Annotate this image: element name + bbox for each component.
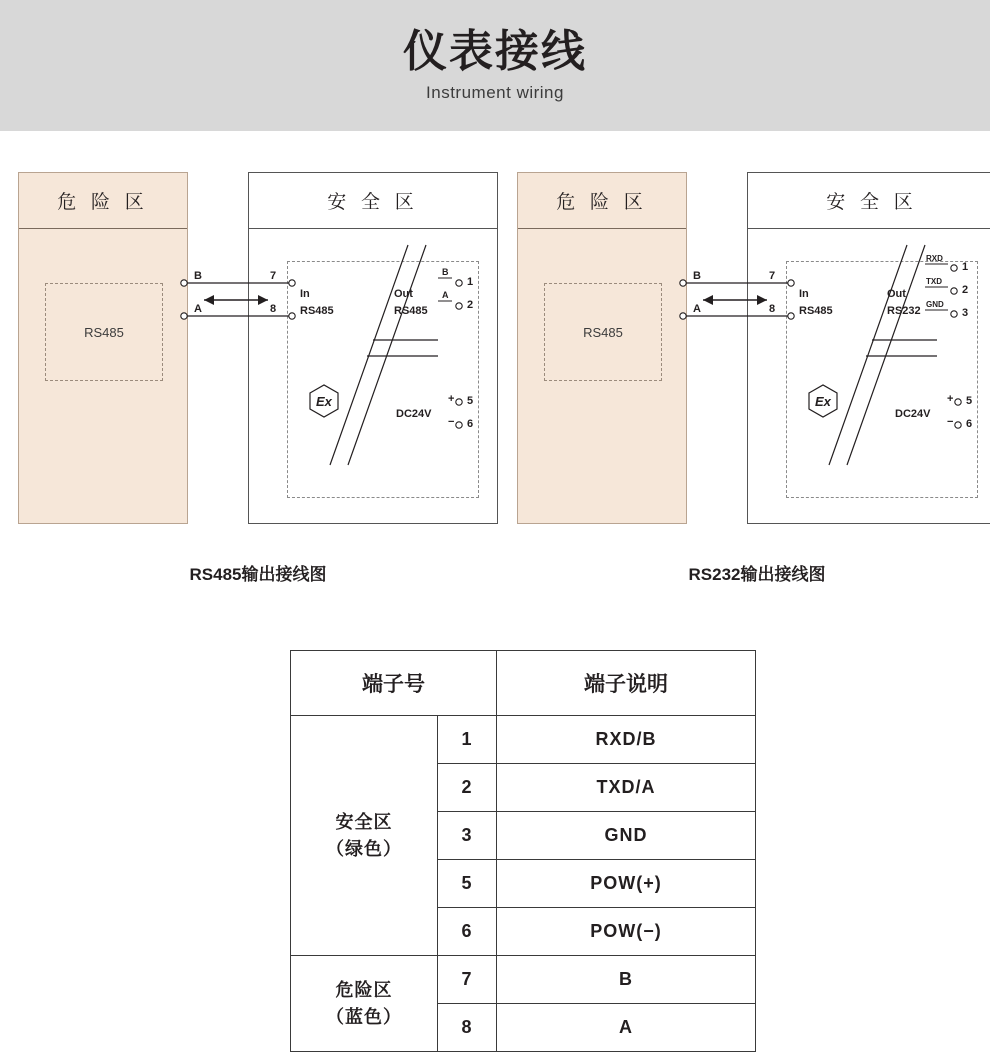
power-terminal-name-plus: + (947, 393, 954, 405)
out-label: Out (394, 288, 413, 300)
diagram-lines-rs485 (18, 150, 498, 535)
group-safe-area-line2: （绿色） (326, 838, 402, 859)
terminal-desc: A (497, 1004, 756, 1052)
out-terminal-name-b: B (442, 267, 449, 277)
group-hazardous-area (291, 956, 438, 1052)
terminal-num: 3 (438, 812, 497, 860)
page-title: 仪表接线 (403, 27, 587, 77)
out-terminal-num-2: 2 (962, 284, 969, 296)
terminal-num: 7 (438, 956, 497, 1004)
table-row (291, 956, 756, 1004)
safe-area-label: 安 全 区 (748, 173, 990, 229)
hazard-terminal-name-a: A (194, 303, 202, 315)
terminal-table (290, 650, 756, 1052)
hazard-terminal-name-a: A (693, 303, 701, 315)
out-terminal-name-gnd: GND (926, 300, 944, 309)
safe-terminal-num-7: 7 (270, 270, 277, 282)
out-terminal-num-3: 3 (962, 307, 969, 319)
out-bus-label: RS485 (394, 305, 428, 317)
out-terminal-num-1: 1 (962, 261, 969, 273)
power-terminal-num-5: 5 (966, 395, 973, 407)
safe-terminal-num-8: 8 (769, 303, 776, 315)
terminal-num: 2 (438, 764, 497, 812)
out-terminal-name-txd: TXD (926, 277, 942, 286)
power-terminal-num-6: 6 (467, 418, 474, 430)
in-bus-label: RS485 (300, 305, 334, 317)
hazardous-device-box: RS485 (45, 283, 163, 381)
out-terminal-num-2: 2 (467, 299, 474, 311)
terminal-num: 1 (438, 716, 497, 764)
power-terminal-num-6: 6 (966, 418, 973, 430)
table-header-row (291, 651, 756, 716)
power-terminal-num-5: 5 (467, 395, 474, 407)
out-label: Out (887, 288, 906, 300)
in-bus-label: RS485 (799, 305, 833, 317)
terminal-desc: POW(+) (497, 860, 756, 908)
hazardous-device-box: RS485 (544, 283, 662, 381)
terminal-desc: RXD/B (497, 716, 756, 764)
ex-symbol-icon: Ex (316, 394, 332, 409)
terminal-desc: GND (497, 812, 756, 860)
terminal-num: 8 (438, 1004, 497, 1052)
in-label: In (799, 288, 809, 300)
safe-terminal-num-7: 7 (769, 270, 776, 282)
in-label: In (300, 288, 310, 300)
power-terminal-name-minus: − (448, 416, 455, 428)
caption-rs232: RS232输出接线图 (688, 565, 826, 584)
hazard-terminal-name-b: B (693, 270, 701, 282)
page-header-banner (0, 0, 990, 131)
group-safe-area (291, 716, 438, 956)
group-hazardous-area-line2: （蓝色） (326, 1006, 402, 1027)
ex-symbol-icon: Ex (815, 394, 831, 409)
safe-terminal-num-8: 8 (270, 303, 277, 315)
power-terminal-name-plus: + (448, 393, 455, 405)
safe-area-label: 安 全 区 (249, 173, 497, 229)
header-terminal-number: 端子号 (291, 651, 497, 716)
diagram-rs232 (517, 150, 990, 535)
group-hazardous-area-line1: 危险区 (335, 980, 393, 1001)
out-bus-label: RS232 (887, 305, 921, 317)
out-terminal-name-rxd: RXD (926, 254, 943, 263)
hazard-terminal-name-b: B (194, 270, 202, 282)
terminal-num: 6 (438, 908, 497, 956)
diagram-lines-rs232 (517, 150, 990, 535)
out-terminal-name-a: A (442, 290, 449, 300)
terminal-desc: POW(−) (497, 908, 756, 956)
wiring-diagrams (0, 150, 990, 550)
caption-rs485: RS485输出接线图 (189, 565, 327, 584)
table-row (291, 716, 756, 764)
page-subtitle: Instrument wiring (426, 82, 564, 102)
power-label: DC24V (396, 408, 432, 420)
terminal-num: 5 (438, 860, 497, 908)
terminal-desc: B (497, 956, 756, 1004)
hazardous-area-label: 危 险 区 (518, 173, 686, 229)
hazardous-area-label: 危 险 区 (19, 173, 187, 229)
power-label: DC24V (895, 408, 931, 420)
diagram-rs485 (18, 150, 498, 535)
header-terminal-description: 端子说明 (497, 651, 756, 716)
group-safe-area-line1: 安全区 (335, 812, 393, 833)
power-terminal-name-minus: − (947, 416, 954, 428)
out-terminal-num-1: 1 (467, 276, 474, 288)
terminal-desc: TXD/A (497, 764, 756, 812)
